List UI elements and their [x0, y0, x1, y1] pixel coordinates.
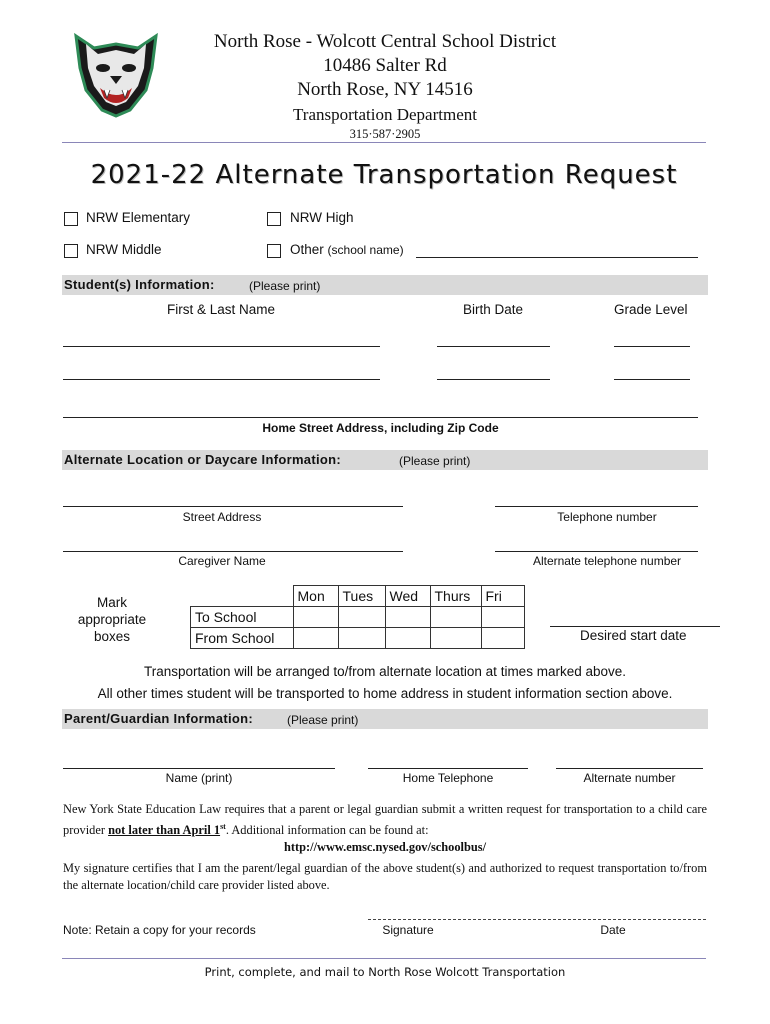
district-city: North Rose, NY 14516	[297, 79, 473, 100]
notice-line-1: Transportation will be arranged to/from alternate location at times marked above.	[144, 664, 626, 679]
department-name: Transportation Department	[293, 105, 477, 124]
home-address-field[interactable]	[63, 417, 698, 418]
alt-street-caption: Street Address	[182, 510, 262, 524]
checkbox-other-school[interactable]	[267, 244, 281, 258]
form-title: 2021-22 Alternate Transportation Request	[90, 160, 678, 190]
label-nrw-middle: NRW Middle	[86, 242, 162, 257]
day-header-wed: Wed	[385, 586, 430, 607]
home-telephone-field[interactable]	[368, 768, 528, 769]
student-1-grade-field[interactable]	[614, 346, 690, 347]
column-birth-date: Birth Date	[463, 302, 524, 317]
to-school-thurs-box[interactable]	[430, 607, 481, 628]
student-section-note: (Please print)	[249, 279, 321, 293]
alternate-section-heading: Alternate Location or Daycare Information:	[64, 452, 341, 467]
label-other-hint: (school name)	[327, 243, 404, 257]
alternate-section-note: (Please print)	[399, 454, 471, 468]
emsc-url[interactable]: http://www.emsc.nysed.gov/schoolbus/	[283, 840, 487, 854]
alt-street-field[interactable]	[63, 506, 403, 507]
mark-boxes-instruction: Mark appropriate boxes	[77, 595, 147, 644]
student-section-heading: Student(s) Information:	[64, 277, 215, 292]
student-2-name-field[interactable]	[63, 379, 380, 380]
checkbox-nrw-elementary[interactable]	[64, 212, 78, 226]
header-divider	[62, 142, 706, 143]
other-school-name-field[interactable]	[416, 257, 698, 258]
home-address-caption: Home Street Address, including Zip Code	[262, 421, 499, 435]
law-text-a: New York State Education Law requires that a parent or legal guardian submit a written request for transportation to a child care provider	[63, 802, 707, 838]
start-date-caption: Desired start date	[580, 628, 687, 643]
signature-caption: Signature	[382, 923, 434, 937]
parent-section-heading: Parent/Guardian Information:	[64, 711, 253, 726]
certification-paragraph: My signature certifies that I am the parent/legal guardian of the above student(s) and authorized to request transportation to/from the alternate location/child care provider listed above.	[63, 861, 707, 892]
student-2-grade-field[interactable]	[614, 379, 690, 380]
to-school-tues-box[interactable]	[338, 607, 385, 628]
student-2-birth-field[interactable]	[437, 379, 550, 380]
caregiver-name-field[interactable]	[63, 551, 403, 552]
student-1-name-field[interactable]	[63, 346, 380, 347]
schedule-table	[190, 585, 525, 649]
law-text-b: . Additional information can be found at:	[225, 823, 429, 838]
panther-logo	[70, 28, 162, 118]
column-grade-level: Grade Level	[614, 302, 688, 317]
date-caption: Date	[600, 923, 626, 937]
day-header-mon: Mon	[293, 586, 338, 607]
to-school-wed-box[interactable]	[385, 607, 430, 628]
label-nrw-elementary: NRW Elementary	[86, 210, 191, 225]
day-header-fri: Fri	[481, 586, 524, 607]
row-from-school: From School	[191, 628, 294, 649]
signature-date-field[interactable]	[368, 919, 706, 920]
parent-name-caption: Name (print)	[165, 771, 233, 785]
row-to-school: To School	[191, 607, 294, 628]
district-name: North Rose - Wolcott Central School District	[213, 31, 557, 52]
department-phone: 315·587·2905	[349, 127, 421, 141]
parent-section-note: (Please print)	[287, 713, 359, 727]
checkbox-nrw-high[interactable]	[267, 212, 281, 226]
from-school-wed-box[interactable]	[385, 628, 430, 649]
alternate-number-field[interactable]	[556, 768, 703, 769]
start-date-field[interactable]	[550, 626, 720, 627]
column-first-last-name: First & Last Name	[167, 302, 276, 317]
home-telephone-caption: Home Telephone	[402, 771, 494, 785]
alt-telephone-2-field[interactable]	[495, 551, 698, 552]
law-deadline-sup: st	[220, 822, 226, 831]
footer-divider	[62, 958, 706, 959]
checkbox-nrw-middle[interactable]	[64, 244, 78, 258]
notice-line-2: All other times student will be transported to home address in student information section above.	[97, 686, 673, 701]
from-school-fri-box[interactable]	[481, 628, 524, 649]
caregiver-name-caption: Caregiver Name	[178, 554, 266, 568]
to-school-mon-box[interactable]	[293, 607, 338, 628]
law-deadline: not later than April 1	[108, 823, 221, 838]
alt-telephone-2-caption: Alternate telephone number	[532, 554, 682, 568]
alt-telephone-caption: Telephone number	[557, 510, 657, 524]
from-school-mon-box[interactable]	[293, 628, 338, 649]
day-header-thurs: Thurs	[430, 586, 481, 607]
alt-telephone-field[interactable]	[495, 506, 698, 507]
from-school-tues-box[interactable]	[338, 628, 385, 649]
mail-instruction: Print, complete, and mail to North Rose Wolcott Transportation	[204, 965, 566, 979]
to-school-fri-box[interactable]	[481, 607, 524, 628]
alternate-number-caption: Alternate number	[583, 771, 676, 785]
label-other-school	[290, 242, 404, 257]
label-other: Other	[290, 242, 324, 257]
from-school-thurs-box[interactable]	[430, 628, 481, 649]
law-paragraph	[63, 801, 707, 839]
district-street: 10486 Salter Rd	[323, 55, 447, 76]
parent-name-field[interactable]	[63, 768, 335, 769]
retain-copy-note: Note: Retain a copy for your records	[63, 923, 256, 937]
label-nrw-high: NRW High	[290, 210, 354, 225]
student-1-birth-field[interactable]	[437, 346, 550, 347]
day-header-tues: Tues	[338, 586, 385, 607]
